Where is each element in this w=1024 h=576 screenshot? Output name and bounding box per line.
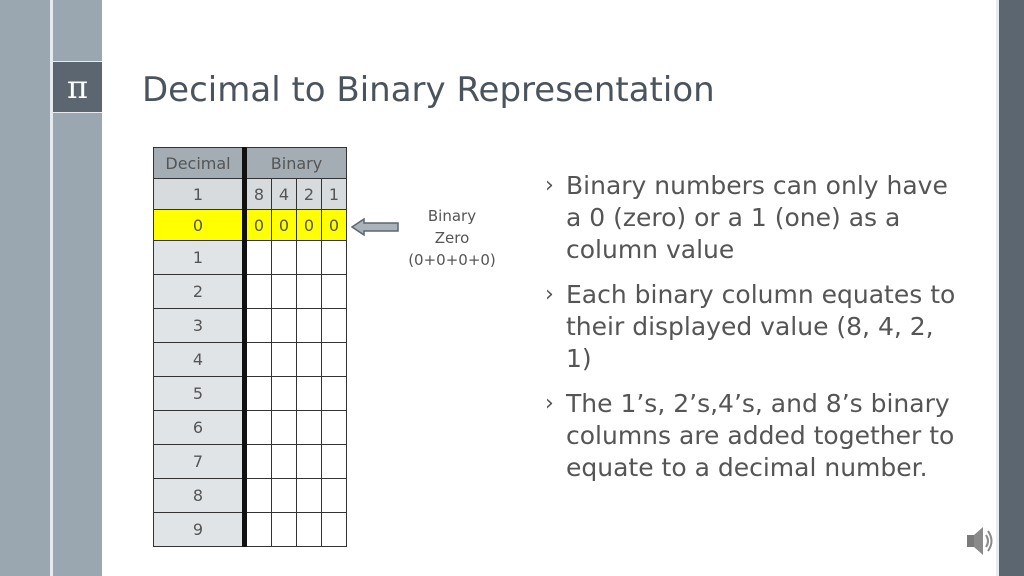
binary-table	[153, 147, 347, 547]
zero-bit-1: 0	[322, 210, 347, 241]
table-row	[154, 513, 347, 547]
table-header-row	[154, 148, 347, 179]
binary-cell	[245, 343, 272, 377]
table-row	[154, 241, 347, 275]
bullet-text: Binary numbers can only have a 0 (zero) or a 1 (one) as a column value	[566, 171, 948, 264]
decimal-cell: 6	[154, 411, 245, 445]
weights-decimal: 1	[154, 179, 245, 210]
decimal-cell: 7	[154, 445, 245, 479]
header-decimal: Decimal	[154, 148, 245, 179]
bullet-marker-icon: ›	[545, 173, 554, 198]
table-row	[154, 377, 347, 411]
bullet-text: The 1’s, 2’s,4’s, and 8’s binary columns are added together to equate to a decimal number.	[566, 389, 955, 482]
binary-cell	[272, 241, 297, 275]
binary-zero-callout	[402, 205, 502, 271]
binary-cell	[272, 275, 297, 309]
weights-row	[154, 179, 347, 210]
slide-title: Decimal to Binary Representation	[142, 70, 715, 110]
callout-line-3: (0+0+0+0)	[408, 251, 496, 269]
weight-2: 2	[297, 179, 322, 210]
binary-cell	[245, 309, 272, 343]
zero-decimal: 0	[154, 210, 245, 241]
decimal-cell: 4	[154, 343, 245, 377]
binary-cell	[322, 309, 347, 343]
decimal-cell: 8	[154, 479, 245, 513]
weight-1: 1	[322, 179, 347, 210]
binary-cell	[245, 377, 272, 411]
binary-cell	[245, 275, 272, 309]
binary-cell	[322, 513, 347, 547]
binary-cell	[322, 479, 347, 513]
left-arrow-icon	[351, 218, 399, 236]
bullet-item	[545, 388, 965, 484]
bullet-text: Each binary column equates to their displayed value (8, 4, 2, 1)	[566, 280, 956, 373]
bullet-item	[545, 170, 965, 266]
right-decor-band	[999, 0, 1024, 576]
binary-cell	[245, 241, 272, 275]
binary-cell	[297, 309, 322, 343]
binary-cell	[322, 275, 347, 309]
zero-bit-8: 0	[245, 210, 272, 241]
decimal-cell: 9	[154, 513, 245, 547]
binary-cell	[297, 445, 322, 479]
binary-cell	[272, 411, 297, 445]
binary-cell	[245, 479, 272, 513]
callout-line-1: Binary	[427, 207, 477, 225]
weight-8: 8	[245, 179, 272, 210]
binary-cell	[272, 513, 297, 547]
weight-4: 4	[272, 179, 297, 210]
binary-cell	[322, 241, 347, 275]
bullet-item	[545, 279, 965, 375]
binary-cell	[322, 377, 347, 411]
binary-cell	[297, 377, 322, 411]
left-decor-band	[0, 0, 50, 576]
bullet-marker-icon: ›	[545, 391, 554, 416]
decimal-cell: 2	[154, 275, 245, 309]
decimal-cell: 5	[154, 377, 245, 411]
bullet-marker-icon: ›	[545, 282, 554, 307]
speaker-icon[interactable]	[966, 522, 994, 560]
callout-line-2: Zero	[434, 229, 470, 247]
binary-cell	[272, 445, 297, 479]
binary-cell	[272, 377, 297, 411]
binary-cell	[297, 513, 322, 547]
table-row	[154, 479, 347, 513]
binary-cell	[322, 411, 347, 445]
binary-cell	[245, 513, 272, 547]
table-row	[154, 275, 347, 309]
binary-cell	[245, 411, 272, 445]
binary-cell	[297, 275, 322, 309]
binary-cell	[297, 241, 322, 275]
table-row	[154, 445, 347, 479]
decimal-cell: 1	[154, 241, 245, 275]
pi-logo-icon: π	[53, 61, 102, 113]
table-row	[154, 411, 347, 445]
table-row	[154, 309, 347, 343]
binary-cell	[272, 343, 297, 377]
bullet-list	[545, 170, 965, 497]
header-binary: Binary	[245, 148, 347, 179]
table-row	[154, 343, 347, 377]
binary-cell	[297, 411, 322, 445]
zero-bit-4: 0	[272, 210, 297, 241]
binary-cell	[272, 309, 297, 343]
binary-cell	[322, 343, 347, 377]
binary-cell	[297, 479, 322, 513]
zero-row	[154, 210, 347, 241]
decimal-cell: 3	[154, 309, 245, 343]
binary-cell	[272, 479, 297, 513]
binary-cell	[322, 445, 347, 479]
binary-cell	[245, 445, 272, 479]
zero-bit-2: 0	[297, 210, 322, 241]
binary-cell	[297, 343, 322, 377]
